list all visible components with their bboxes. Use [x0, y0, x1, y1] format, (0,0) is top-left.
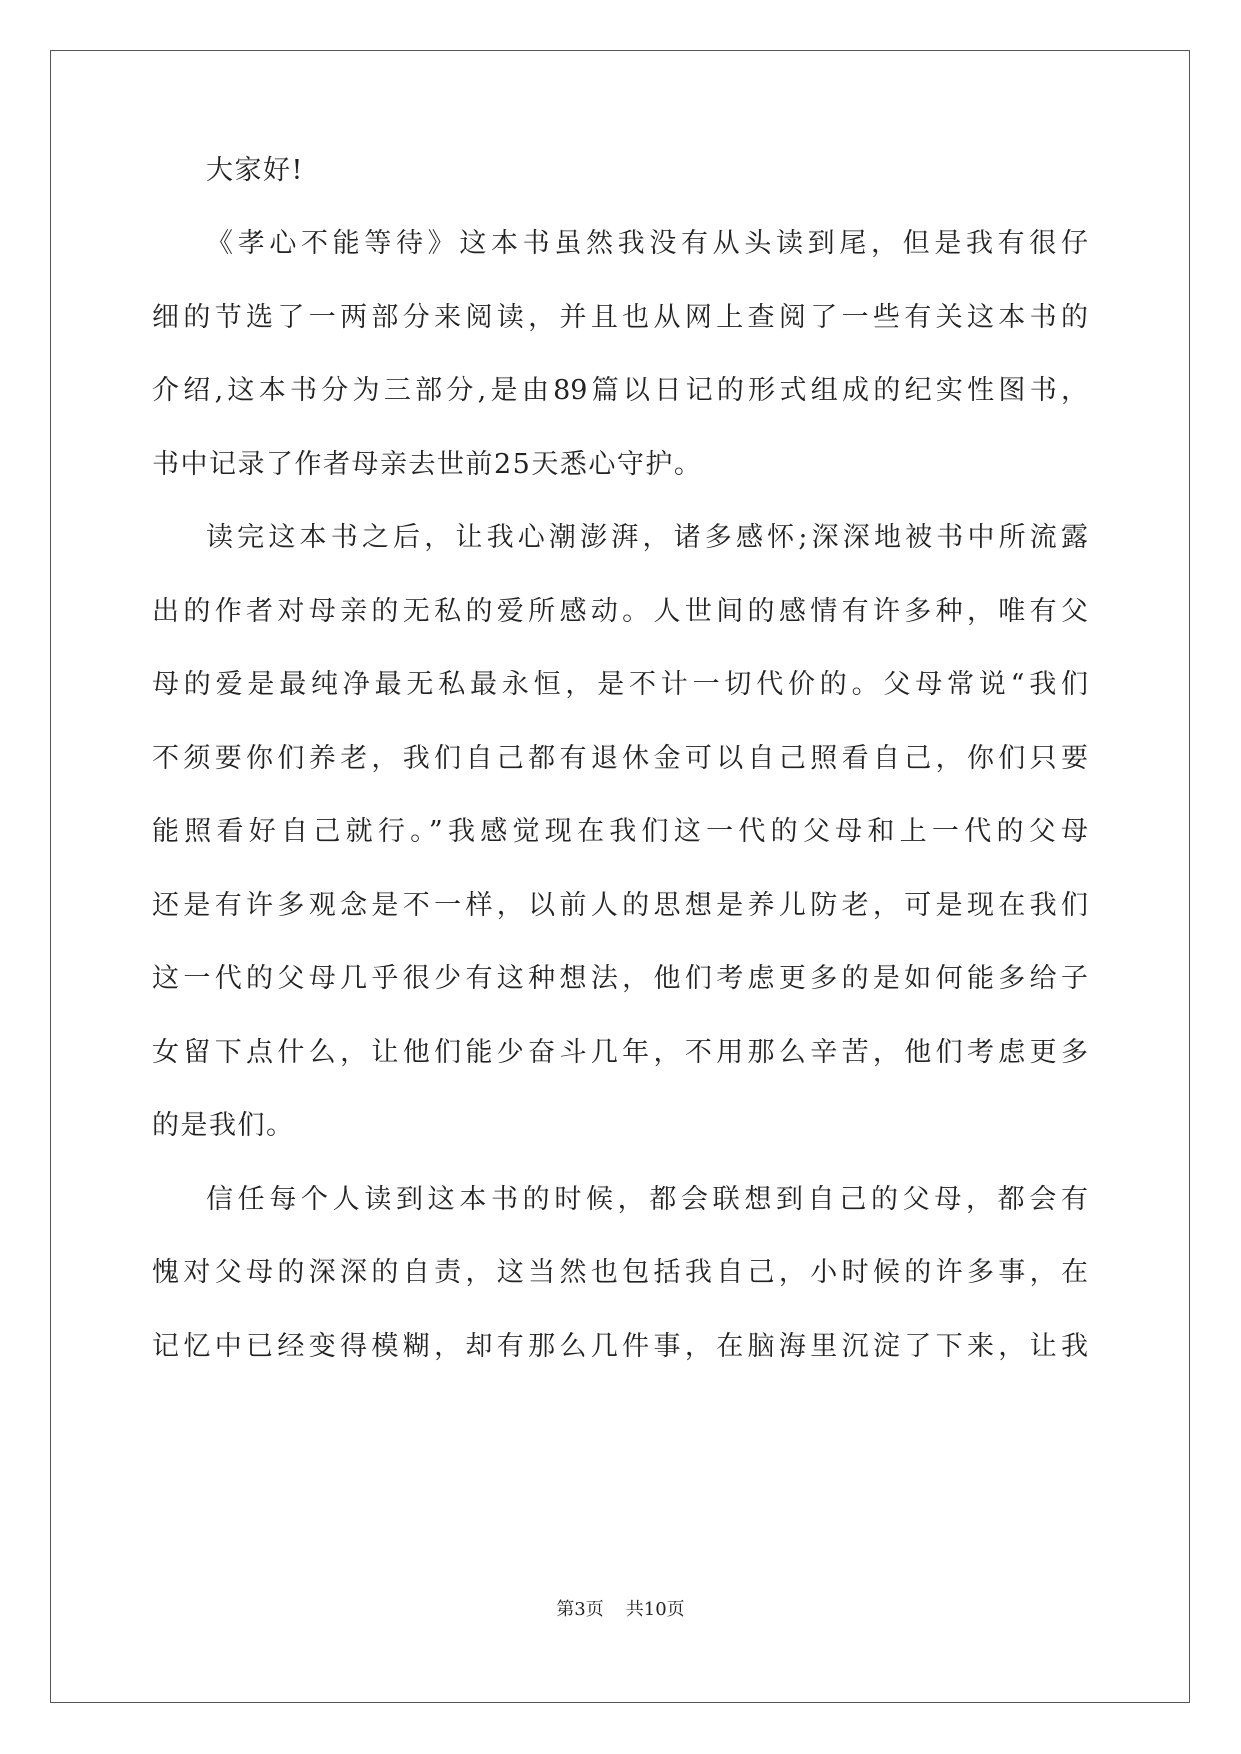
paragraph-line: 细的节选了一两部分来阅读，并且也从网上查阅了一些有关这本书的 — [152, 302, 1088, 333]
paragraph-line: 不须要你们养老，我们自己都有退休金可以自己照看自己，你们只要 — [152, 743, 1088, 774]
paragraph-line: 出的作者对母亲的无私的爱所感动。人世间的感情有许多种，唯有父 — [152, 596, 1088, 627]
paragraph-line: 母的爱是最纯净最无私最永恒，是不计一切代价的。父母常说“我们 — [152, 669, 1088, 700]
paragraph-line: 还是有许多观念是不一样，以前人的思想是养儿防老，可是现在我们 — [152, 890, 1088, 921]
paragraph-line: 书中记录了作者母亲去世前25天悉心守护。 — [152, 449, 703, 480]
paragraph-line: 介绍,这本书分为三部分,是由89篇以日记的形式组成的纪实性图书， — [152, 375, 1088, 406]
paragraph-line: 的是我们。 — [152, 1110, 295, 1141]
paragraph-line: 记忆中已经变得模糊，却有那么几件事，在脑海里沉淀了下来，让我 — [152, 1331, 1088, 1362]
greeting-line: 大家好! — [206, 155, 304, 186]
page-number: 第3页 — [556, 1599, 604, 1620]
paragraph-line: 读完这本书之后，让我心潮澎湃，诸多感怀;深深地被书中所流露 — [206, 522, 1088, 553]
page-footer — [0, 1598, 1241, 1622]
paragraph-line: 信任每个人读到这本书的时候，都会联想到自己的父母，都会有 — [206, 1184, 1088, 1215]
page-total: 共10页 — [625, 1599, 685, 1620]
paragraph-line: 能照看好自己就行。”我感觉现在我们这一代的父母和上一代的父母 — [152, 816, 1088, 847]
paragraph-line: 《孝心不能等待》这本书虽然我没有从头读到尾，但是我有很仔 — [206, 228, 1088, 259]
paragraph-line: 愧对父母的深深的自责，这当然也包括我自己，小时候的许多事，在 — [152, 1257, 1088, 1288]
paragraph-line: 女留下点什么，让他们能少奋斗几年，不用那么辛苦，他们考虑更多 — [152, 1037, 1088, 1068]
paragraph-line: 这一代的父母几乎很少有这种想法，他们考虑更多的是如何能多给子 — [152, 963, 1088, 994]
